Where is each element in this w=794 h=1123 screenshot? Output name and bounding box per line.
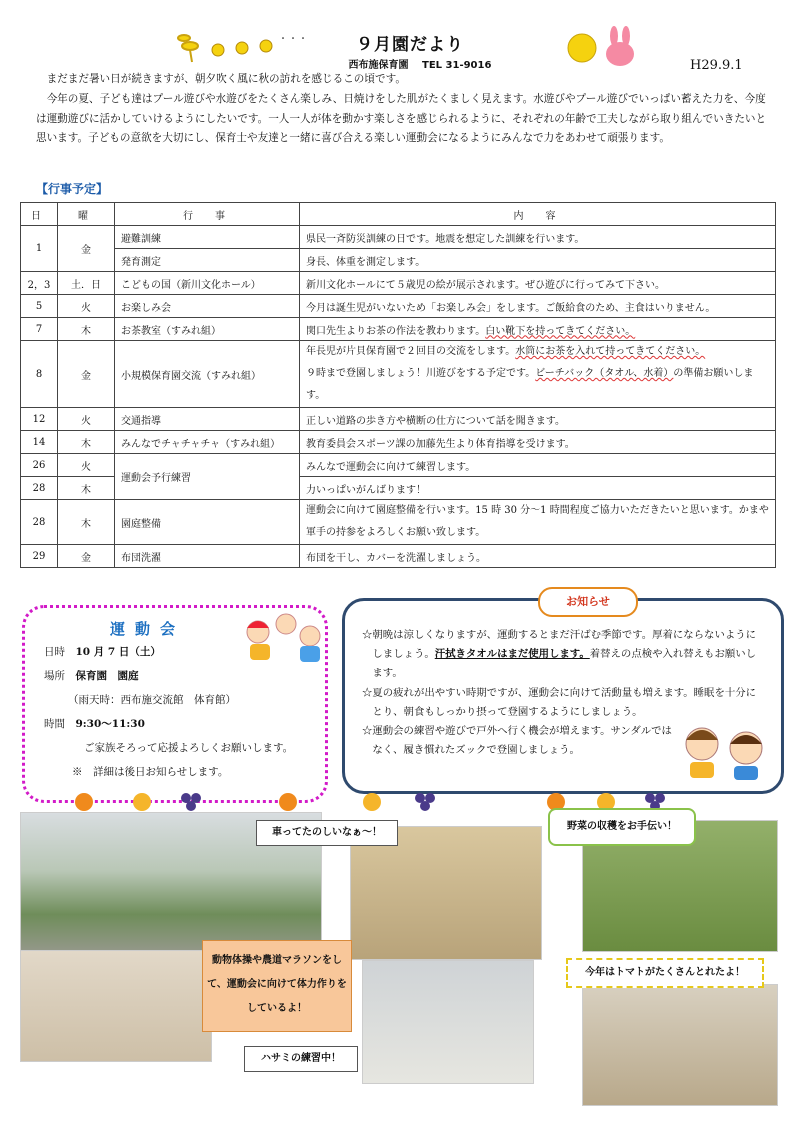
row-content: [300, 341, 776, 408]
table-row: [21, 226, 776, 249]
sports-day-details: [44, 640, 324, 784]
row-content: 県民一斉防災訓練の日です。地震を想定した訓練を行います。: [300, 226, 776, 249]
row-weekday: 金: [58, 545, 115, 568]
content-underlined: ビーチバック（タオル、水着）: [535, 368, 674, 379]
intro-text: [36, 70, 776, 149]
sports-day-time-line: [44, 712, 324, 736]
row-day: 1: [21, 226, 58, 272]
schedule-label: 【行事予定】: [36, 182, 109, 196]
time-label: 時間: [44, 718, 65, 730]
row-weekday: 火: [58, 454, 115, 477]
row-weekday: 金: [58, 341, 115, 408]
table-row: [21, 318, 776, 341]
row-event: 交通指導: [115, 408, 300, 431]
row-day: 28: [21, 500, 58, 545]
caption-harvest: 野菜の収穫をお手伝い！: [548, 808, 696, 846]
header-day: 日: [21, 203, 58, 226]
notice-text: 着替えの点検や入れ替えもお願いします。: [372, 648, 757, 680]
content-text: ９時まで登園しましょう！川遊びをする予定です。: [306, 368, 536, 379]
row-event: 小規模保育園交流（すみれ組）: [115, 341, 300, 408]
svg-text:・・・: ・・・: [278, 34, 308, 45]
row-weekday: 木: [58, 431, 115, 454]
table-row: [21, 431, 776, 454]
table-row: [21, 272, 776, 295]
row-day: 14: [21, 431, 58, 454]
row-event: お楽しみ会: [115, 295, 300, 318]
table-header-row: [21, 203, 776, 226]
table-row: [21, 408, 776, 431]
row-event: こどもの国（新川文化ホール）: [115, 272, 300, 295]
sports-day-title: 運動会: [110, 620, 186, 638]
row-content: 教育委員会スポーツ課の加藤先生より体育指導を受けます。: [300, 431, 776, 454]
date-label: 日時: [44, 646, 65, 658]
row-content: 運動会に向けて園庭整備を行います。15 時 30 分～1 時間程度ご協力いただきたいと思います。かまや軍手の持参をよろしくお願い致します。: [300, 500, 776, 545]
row-event: お茶教室（すみれ組）: [115, 318, 300, 341]
row-weekday: 土．日: [58, 272, 115, 295]
row-content: 今月は誕生児がいないため「お楽しみ会」をします。ご飯給食のため、主食はいりません。: [300, 295, 776, 318]
header-content: 内 容: [300, 203, 776, 226]
row-day: 26: [21, 454, 58, 477]
content-underlined: 水筒にお茶を入れて持ってきてください。: [515, 346, 706, 357]
place-label: 場所: [44, 670, 65, 682]
intro-paragraph: 今年の夏、子ども達はプール遊びや水遊びをたくさん楽しみ、日焼けをした肌がたくましく見えます。水遊びやプール遊びでいっぱい蓄えた力を、今度は運動遊びに活かしていけるようにしたいです。一人一人が体を動かす楽しさを感じられるように、それぞれの年齢で工夫しながら取り組んでいきたいと思います。子どもの意欲を大切にし、保育士や友達と一緒に喜び合える楽しい運動会になるようにみんなで力をあわせて頑張ります。: [36, 92, 767, 145]
row-day: 28: [21, 477, 58, 500]
date-value: 10 月 7 日（土）: [75, 646, 161, 658]
notice-emphasis: 汗拭きタオルはまだ使用します。: [434, 648, 590, 661]
photo-exercise: [20, 950, 212, 1062]
content-underlined: 白い靴下を持ってきてください。: [485, 325, 636, 337]
row-day: 5: [21, 295, 58, 318]
photo-tomato: [582, 984, 778, 1106]
kids-faces-illustration-icon: [676, 714, 776, 784]
row-event: 運動会予行練習: [115, 454, 300, 500]
row-day: 12: [21, 408, 58, 431]
sports-day-message: ご家族そろって応援よろしくお願いします。: [84, 742, 294, 754]
header-weekday: 曜: [58, 203, 115, 226]
row-weekday: 金: [58, 226, 115, 272]
caption-scissors: ハサミの練習中！: [244, 1046, 358, 1072]
dragonfly-decoration-icon: [170, 28, 308, 64]
content-text: 年長児が片貝保育園で２回目の交流をします。: [306, 346, 516, 357]
table-row: [21, 249, 776, 272]
row-day: 8: [21, 341, 58, 408]
row-day: 29: [21, 545, 58, 568]
row-content: みんなで運動会に向けて練習します。: [300, 454, 776, 477]
sports-day-date-line: [44, 640, 324, 664]
intro-paragraph: まだまだ暑い日が続きますが、朝夕吹く風に秋の訪れを感じるこの頃です。: [46, 73, 406, 85]
content-text: 関口先生よりお茶の作法を教わります。: [306, 325, 486, 337]
row-event: 避難訓練: [115, 226, 300, 249]
row-content: 新川文化ホールにて５歳児の絵が展示されます。ぜひ遊びに行ってみて下さい。: [300, 272, 776, 295]
nursery-contact: 西布施保育園 TEL 31-9016: [348, 60, 492, 71]
row-weekday: 木: [58, 500, 115, 545]
row-event: みんなでチャチャチャ（すみれ組）: [115, 431, 300, 454]
time-value: 9:30～11:30: [75, 718, 145, 730]
sports-day-note: ※ 詳細は後日お知らせします。: [72, 766, 229, 778]
caption-cars: 車ってたのしいなぁ～！: [256, 820, 398, 846]
photo-scissors: [362, 960, 534, 1084]
page-title: ９月園だより: [356, 35, 464, 55]
row-weekday: 木: [58, 477, 115, 500]
table-row: [21, 295, 776, 318]
notice-text: ☆朝晩は涼しくなりますが、運動するとまだ汗ばむ季節です。厚着にならないようにしましょう。: [362, 629, 757, 661]
table-row: [21, 500, 776, 545]
row-content: 正しい道路の歩き方や横断の仕方について話を聞きます。: [300, 408, 776, 431]
caption-tomato: 今年はトマトがたくさんとれたよ！: [566, 958, 764, 988]
row-weekday: 火: [58, 408, 115, 431]
notice-item: ☆夏の疲れが出やすい時期ですが、運動会に向けて活動量も増えます。睡眠を十分にとり、朝食もしっかり摂って登園するようにしましょう。: [362, 686, 757, 718]
row-event: 布団洗濯: [115, 545, 300, 568]
sports-day-place-line: [44, 664, 324, 688]
rain-note: （雨天時：西布施交流館 体育館）: [68, 694, 236, 706]
moon-rabbit-decoration-icon: [564, 24, 644, 74]
notice-item: [362, 626, 764, 684]
row-day: 7: [21, 318, 58, 341]
row-content: 身長、体重を測定します。: [300, 249, 776, 272]
schedule-table: [20, 202, 776, 568]
notice-tag: お知らせ: [538, 587, 638, 617]
row-content: 力いっぱいがんばります！: [300, 477, 776, 500]
row-content: 布団を干し、カバーを洗濯しましょう。: [300, 545, 776, 568]
notice-item: ☆運動会の練習や遊びで戸外へ行く機会が増えます。サンダルではなく、履き慣れたズックで登園しましょう。: [362, 725, 672, 757]
row-event: 発育測定: [115, 249, 300, 272]
header-event: 行 事: [115, 203, 300, 226]
row-content: [300, 318, 776, 341]
table-row: [21, 545, 776, 568]
issue-date: H29.9.1: [690, 58, 743, 73]
row-day: 2，3: [21, 272, 58, 295]
table-row: [21, 454, 776, 477]
row-weekday: 木: [58, 318, 115, 341]
row-event: 園庭整備: [115, 500, 300, 545]
photo-cars: [350, 826, 542, 960]
caption-exercise: 動物体操や農道マラソンをして、運動会に向けて体力作りをしているよ！: [202, 940, 352, 1032]
content-text: の準備お願いします。: [306, 368, 754, 401]
place-value: 保育園 園庭: [75, 670, 139, 682]
row-weekday: 火: [58, 295, 115, 318]
table-row: [21, 341, 776, 408]
